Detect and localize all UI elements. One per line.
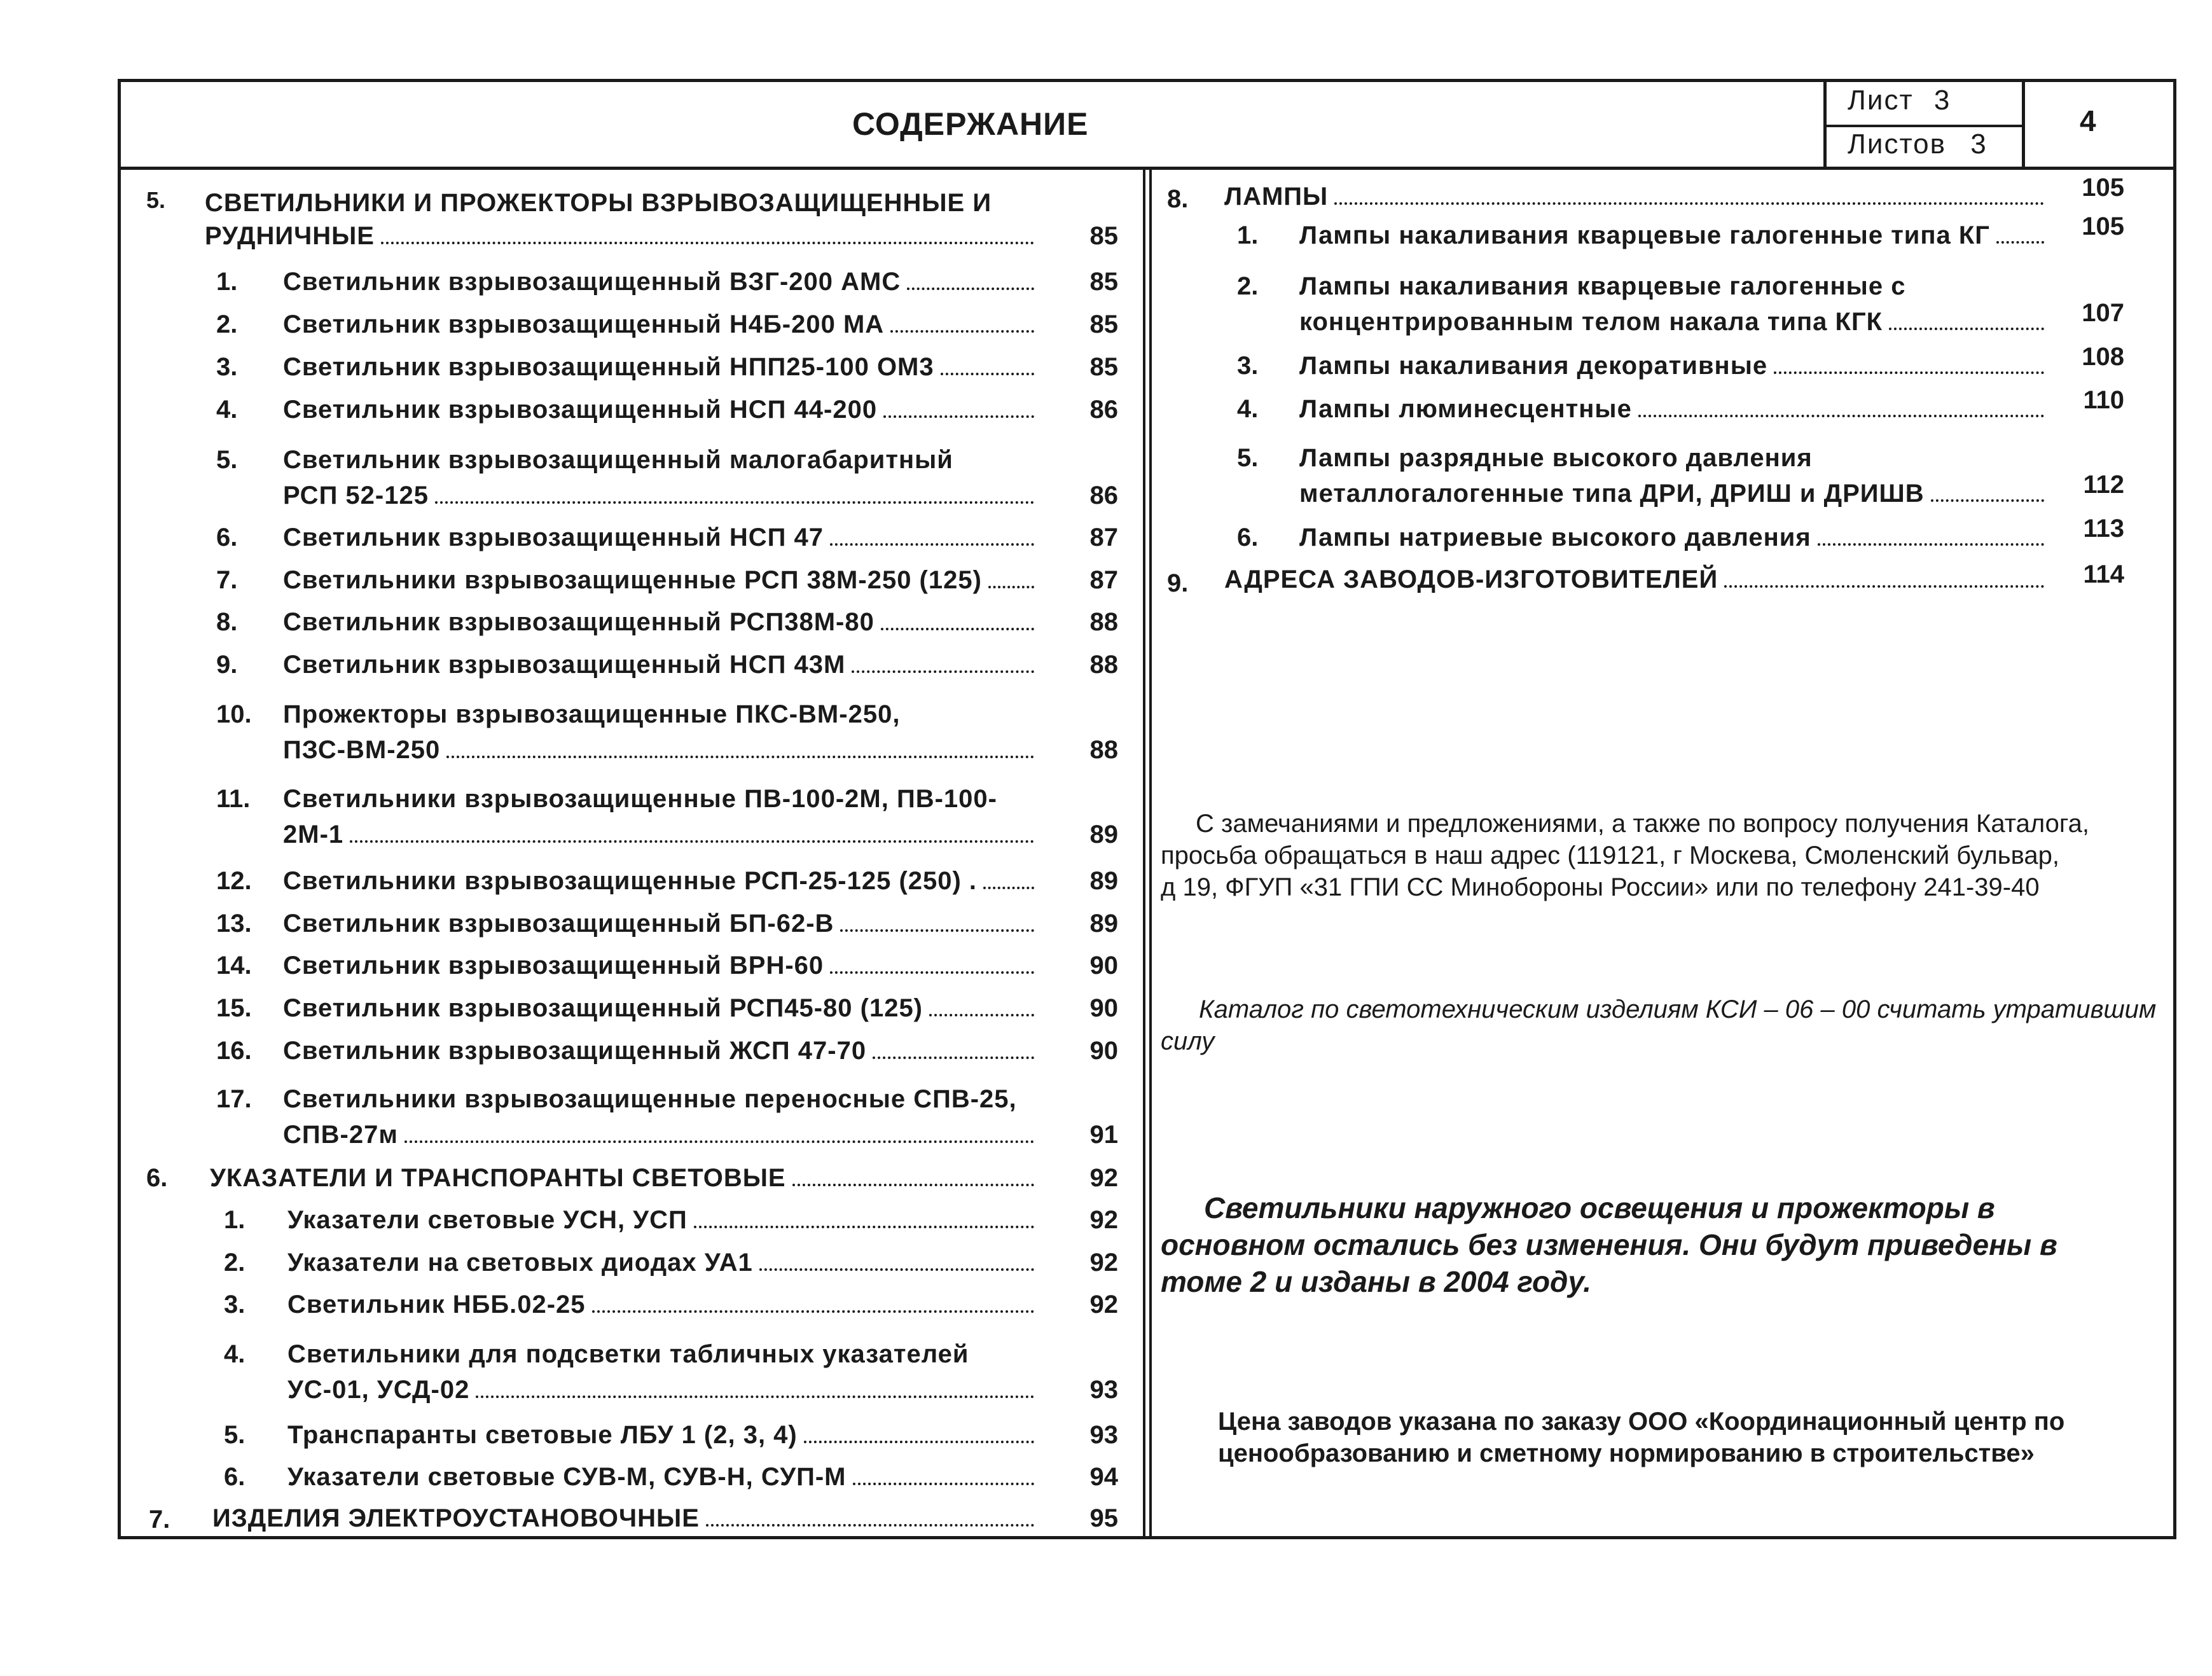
item-text: металлогалогенные типа ДРИ, ДРИШ и ДРИШВ bbox=[1299, 480, 1925, 508]
section-title-row bbox=[1224, 182, 2048, 211]
item-text-line1: Светильники взрывозащищенные ПВ-100-2М, ПВ-100- bbox=[283, 785, 997, 813]
item-number: 7. bbox=[216, 566, 238, 594]
item-number: 4. bbox=[1237, 395, 1259, 423]
item-number: 6. bbox=[224, 1463, 245, 1491]
item-page: 87 bbox=[1089, 523, 1118, 551]
toc-entry bbox=[1299, 523, 2048, 552]
section-title-row bbox=[212, 1504, 1038, 1533]
dot-leader bbox=[350, 840, 1034, 843]
item-number: 3. bbox=[224, 1291, 245, 1319]
section-title-text: РУДНИЧНЫЕ bbox=[205, 222, 375, 250]
section-title-text: УКАЗАТЕЛИ И ТРАНСПОРАНТЫ СВЕТОВЫЕ bbox=[210, 1164, 786, 1192]
item-text-line1: Светильники для подсветки табличных указателей bbox=[287, 1340, 969, 1368]
item-number: 10. bbox=[216, 700, 252, 728]
item-page: 89 bbox=[1089, 867, 1118, 895]
item-page: 88 bbox=[1089, 608, 1118, 636]
section-title-text: АДРЕСА ЗАВОДОВ-ИЗГОТОВИТЕЛЕЙ bbox=[1224, 565, 1718, 593]
dot-leader bbox=[706, 1524, 1034, 1527]
outdoor-lighting-note bbox=[1161, 1189, 2057, 1300]
section-title-text: ИЗДЕЛИЯ ЭЛЕКТРОУСТАНОВОЧНЫЕ bbox=[212, 1504, 700, 1532]
toc-entry bbox=[283, 395, 1038, 424]
item-number: 3. bbox=[216, 353, 238, 381]
item-text: Лампы накаливания декоративные bbox=[1299, 352, 1768, 380]
item-text: Светильник взрывозащищенный ВРН-60 bbox=[283, 952, 824, 980]
item-page: 89 bbox=[1089, 910, 1118, 938]
item-text: Светильник взрывозащищенный РСП38М-80 bbox=[283, 608, 874, 636]
item-page: 85 bbox=[1089, 268, 1118, 296]
item-page: 90 bbox=[1089, 1037, 1118, 1065]
item-page: 92 bbox=[1089, 1249, 1118, 1277]
item-number: 2. bbox=[224, 1249, 245, 1277]
toc-entry bbox=[283, 951, 1038, 980]
item-page: 88 bbox=[1089, 736, 1118, 764]
dot-leader bbox=[840, 929, 1034, 932]
section-page: 95 bbox=[1089, 1504, 1118, 1532]
dot-leader bbox=[1334, 202, 2044, 205]
section-title-row bbox=[210, 1163, 1038, 1193]
item-page: 91 bbox=[1089, 1121, 1118, 1149]
toc-entry bbox=[287, 1375, 1038, 1404]
item-text-line1: Лампы разрядные высокого давления bbox=[1299, 444, 1813, 472]
section-page: 114 bbox=[2083, 560, 2124, 588]
item-text: Светильник взрывозащищенный РСП45-80 (125) bbox=[283, 994, 923, 1022]
dot-leader bbox=[988, 586, 1034, 588]
dot-leader bbox=[883, 415, 1034, 418]
page-title: СОДЕРЖАНИЕ bbox=[852, 106, 1089, 142]
note-line: силу bbox=[1161, 1027, 1215, 1055]
item-page: 110 bbox=[2083, 386, 2124, 414]
dot-leader bbox=[759, 1268, 1034, 1271]
dot-leader bbox=[694, 1226, 1034, 1228]
item-text: Светильник взрывозащищенный Н4Б-200 МА bbox=[283, 310, 885, 338]
toc-entry bbox=[283, 352, 1038, 382]
section-number: 5. bbox=[146, 187, 166, 213]
item-text: РСП 52-125 bbox=[283, 481, 429, 509]
toc-entry bbox=[283, 820, 1038, 849]
toc-entry bbox=[287, 1290, 1038, 1319]
item-text: Светильники взрывозащищенные РСП 38М-250 (125) bbox=[283, 566, 982, 594]
item-page: 105 bbox=[2082, 212, 2124, 240]
dot-leader bbox=[1931, 499, 2044, 502]
dot-leader bbox=[1638, 415, 2044, 417]
toc-entry bbox=[1299, 307, 2048, 336]
obsolete-catalog-note bbox=[1161, 994, 2156, 1057]
item-page: 89 bbox=[1089, 821, 1118, 848]
section-title-line2 bbox=[205, 221, 1038, 251]
dot-leader bbox=[907, 287, 1034, 290]
item-number: 9. bbox=[216, 651, 238, 679]
item-number: 6. bbox=[1237, 523, 1259, 551]
item-page: 86 bbox=[1089, 396, 1118, 424]
dot-leader bbox=[592, 1310, 1034, 1313]
item-text-line1: Лампы накаливания кварцевые галогенные с bbox=[1299, 272, 1906, 300]
item-text: ПЗС-ВМ-250 bbox=[283, 736, 441, 764]
item-text: Транспаранты световые ЛБУ 1 (2, 3, 4) bbox=[287, 1421, 798, 1449]
note-line: ценообразованию и сметному нормированию в строительстве» bbox=[1218, 1439, 2035, 1467]
toc-entry bbox=[287, 1248, 1038, 1277]
toc-entry bbox=[1299, 221, 2048, 250]
toc-entry bbox=[283, 310, 1038, 339]
dot-leader bbox=[830, 971, 1034, 974]
item-number: 14. bbox=[216, 952, 252, 980]
item-number: 16. bbox=[216, 1037, 252, 1065]
item-page: 93 bbox=[1089, 1421, 1118, 1449]
toc-entry bbox=[283, 735, 1038, 765]
dot-leader bbox=[792, 1184, 1034, 1186]
item-page: 108 bbox=[2082, 343, 2124, 371]
section-number: 9. bbox=[1167, 569, 1189, 597]
section-page: 105 bbox=[2082, 174, 2124, 202]
item-number: 2. bbox=[1237, 272, 1259, 300]
dot-leader bbox=[804, 1441, 1034, 1443]
item-page: 85 bbox=[1089, 353, 1118, 381]
item-text: Светильник взрывозащищенный НСП 47 bbox=[283, 523, 824, 551]
section-page: 92 bbox=[1089, 1164, 1118, 1192]
item-number: 5. bbox=[224, 1421, 245, 1449]
page-number: 4 bbox=[2080, 104, 2096, 137]
toc-entry bbox=[287, 1462, 1038, 1492]
toc-entry bbox=[283, 481, 1038, 510]
item-page: 85 bbox=[1089, 310, 1118, 338]
item-text: Указатели световые УСН, УСП bbox=[287, 1206, 688, 1234]
item-text: 2М-1 bbox=[283, 821, 344, 848]
item-page: 88 bbox=[1089, 651, 1118, 679]
item-text: Светильник взрывозащищенный ЖСП 47-70 bbox=[283, 1037, 867, 1065]
note-line: Каталог по светотехническим изделиям КСИ – 06 – 00 считать утратившим bbox=[1199, 995, 2157, 1023]
item-text: Лампы накаливания кварцевые галогенные типа КГ bbox=[1299, 221, 1990, 249]
item-text-line1: Прожекторы взрывозащищенные ПКС-ВМ-250, bbox=[283, 700, 901, 728]
dot-leader bbox=[1724, 585, 2044, 588]
item-text: УС-01, УСД-02 bbox=[287, 1376, 470, 1404]
item-number: 1. bbox=[216, 268, 238, 296]
toc-entry bbox=[283, 866, 1038, 896]
dot-leader bbox=[873, 1056, 1034, 1059]
section-number: 7. bbox=[149, 1506, 170, 1534]
note-line: просьба обращаться в наш адрес (119121, г Москева, Смоленский бульвар, bbox=[1161, 841, 2060, 869]
item-number: 5. bbox=[1237, 444, 1259, 472]
header-box-divider-left bbox=[1823, 79, 1827, 169]
item-page: 94 bbox=[1089, 1463, 1118, 1491]
item-text: Светильник НББ.02-25 bbox=[287, 1291, 586, 1319]
toc-entry bbox=[1299, 479, 2048, 508]
dot-leader bbox=[435, 501, 1034, 504]
section-title-line1: СВЕТИЛЬНИКИ И ПРОЖЕКТОРЫ ВЗРЫВОЗАЩИЩЕННЫЕ И bbox=[205, 189, 992, 217]
item-text: Светильник взрывозащищенный НСП 44-200 bbox=[283, 396, 878, 424]
item-text-line1: Светильники взрывозащищенные переносные СПВ-25, bbox=[283, 1085, 1017, 1113]
item-page: 90 bbox=[1089, 994, 1118, 1022]
dot-leader bbox=[941, 373, 1034, 375]
item-page: 93 bbox=[1089, 1376, 1118, 1404]
toc-entry bbox=[283, 1120, 1038, 1149]
toc-entry bbox=[283, 1036, 1038, 1065]
toc-entry bbox=[283, 607, 1038, 637]
dot-leader bbox=[852, 670, 1034, 673]
note-line: С замечаниями и предложениями, а также по вопросу получения Каталога, bbox=[1196, 810, 2089, 838]
sheets-label bbox=[1848, 130, 1987, 159]
sheet-value: 3 bbox=[1933, 85, 1951, 116]
sheets-label-text: Листов bbox=[1848, 128, 1946, 160]
section-page: 85 bbox=[1089, 222, 1118, 250]
section-number: 8. bbox=[1167, 185, 1189, 213]
dot-leader bbox=[1889, 328, 2044, 330]
note-line: Цена заводов указана по заказу ООО «Координационный центр по bbox=[1218, 1408, 2065, 1436]
item-number: 17. bbox=[216, 1085, 252, 1113]
item-page: 92 bbox=[1089, 1291, 1118, 1319]
item-page: 86 bbox=[1089, 481, 1118, 509]
dot-leader bbox=[929, 1014, 1034, 1016]
item-text: Указатели световые СУВ-М, СУВ-Н, СУП-М bbox=[287, 1463, 847, 1491]
header-divider bbox=[118, 167, 2176, 170]
column-divider-a bbox=[1143, 169, 1145, 1539]
item-number: 8. bbox=[216, 608, 238, 636]
item-text: Светильник взрывозащищенный ВЗГ-200 АМС bbox=[283, 268, 901, 296]
item-text: Светильники взрывозащищенные РСП-25-125 (250) . bbox=[283, 867, 978, 895]
dot-leader bbox=[853, 1483, 1035, 1485]
item-number: 12. bbox=[216, 867, 252, 895]
section-number: 6. bbox=[146, 1164, 168, 1192]
section-title-row bbox=[1224, 565, 2048, 594]
dot-leader bbox=[404, 1140, 1034, 1143]
toc-entry bbox=[283, 523, 1038, 552]
item-number: 5. bbox=[216, 446, 238, 474]
item-page: 87 bbox=[1089, 566, 1118, 594]
note-line: Светильники наружного освещения и прожекторы в bbox=[1204, 1191, 1995, 1224]
item-number: 1. bbox=[224, 1206, 245, 1234]
dot-leader bbox=[1774, 371, 2044, 374]
note-line: д 19, ФГУП «31 ГПИ СС Минобороны России» или по телефону 241-39-40 bbox=[1161, 873, 2040, 901]
item-page: 107 bbox=[2082, 299, 2124, 327]
section-title-text: ЛАМПЫ bbox=[1224, 183, 1329, 211]
note-line: основном остались без изменения. Они будут приведены в bbox=[1161, 1228, 2057, 1261]
item-text: Светильник взрывозащищенный НПП25-100 ОМ3 bbox=[283, 353, 934, 381]
toc-entry bbox=[1299, 394, 2048, 424]
item-text: Лампы натриевые высокого давления bbox=[1299, 523, 1811, 551]
item-page: 92 bbox=[1089, 1206, 1118, 1234]
dot-leader bbox=[446, 756, 1034, 758]
dot-leader bbox=[476, 1396, 1034, 1398]
dot-leader bbox=[983, 887, 1034, 889]
item-text: Указатели на световых диодах УА1 bbox=[287, 1249, 753, 1277]
item-number: 11. bbox=[216, 785, 251, 813]
price-note bbox=[1218, 1406, 2064, 1469]
toc-entry bbox=[283, 565, 1038, 595]
item-text: Светильник взрывозащищенный НСП 43М bbox=[283, 651, 846, 679]
dot-leader bbox=[1818, 543, 2044, 546]
toc-entry bbox=[287, 1420, 1038, 1450]
dot-leader bbox=[881, 628, 1034, 630]
item-number: 3. bbox=[1237, 352, 1259, 380]
item-number: 6. bbox=[216, 523, 238, 551]
dot-leader bbox=[890, 330, 1034, 333]
item-page: 112 bbox=[2083, 471, 2124, 499]
toc-entry bbox=[1299, 351, 2048, 380]
item-number: 1. bbox=[1237, 221, 1259, 249]
item-number: 2. bbox=[216, 310, 238, 338]
item-number: 4. bbox=[224, 1340, 245, 1368]
item-text: Светильник взрывозащищенный БП-62-В bbox=[283, 910, 834, 938]
header-box-divider-right bbox=[2022, 79, 2025, 169]
item-number: 13. bbox=[216, 910, 252, 938]
sheets-value: 3 bbox=[1970, 128, 1987, 160]
contact-note bbox=[1161, 808, 2089, 903]
toc-entry bbox=[283, 994, 1038, 1023]
column-divider-b bbox=[1149, 169, 1152, 1539]
item-text: СПВ-27м bbox=[283, 1121, 398, 1149]
item-text-line1: Светильник взрывозащищенный малогабаритный bbox=[283, 446, 953, 474]
header-box-midline bbox=[1823, 125, 2022, 127]
dot-leader bbox=[830, 543, 1034, 546]
dot-leader bbox=[381, 242, 1034, 244]
note-line: томе 2 и изданы в 2004 году. bbox=[1161, 1265, 1592, 1298]
toc-entry bbox=[283, 650, 1038, 679]
sheet-label bbox=[1848, 86, 1951, 115]
item-number: 4. bbox=[216, 396, 238, 424]
toc-entry bbox=[287, 1205, 1038, 1235]
dot-leader bbox=[1996, 241, 2044, 244]
item-text: Лампы люминесцентные bbox=[1299, 395, 1632, 423]
item-text: концентрированным телом накала типа КГК bbox=[1299, 308, 1883, 336]
sheet-label-text: Лист bbox=[1848, 85, 1914, 116]
item-page: 113 bbox=[2083, 515, 2124, 543]
item-number: 15. bbox=[216, 994, 252, 1022]
toc-entry bbox=[283, 909, 1038, 938]
item-page: 90 bbox=[1089, 952, 1118, 980]
toc-entry bbox=[283, 267, 1038, 296]
